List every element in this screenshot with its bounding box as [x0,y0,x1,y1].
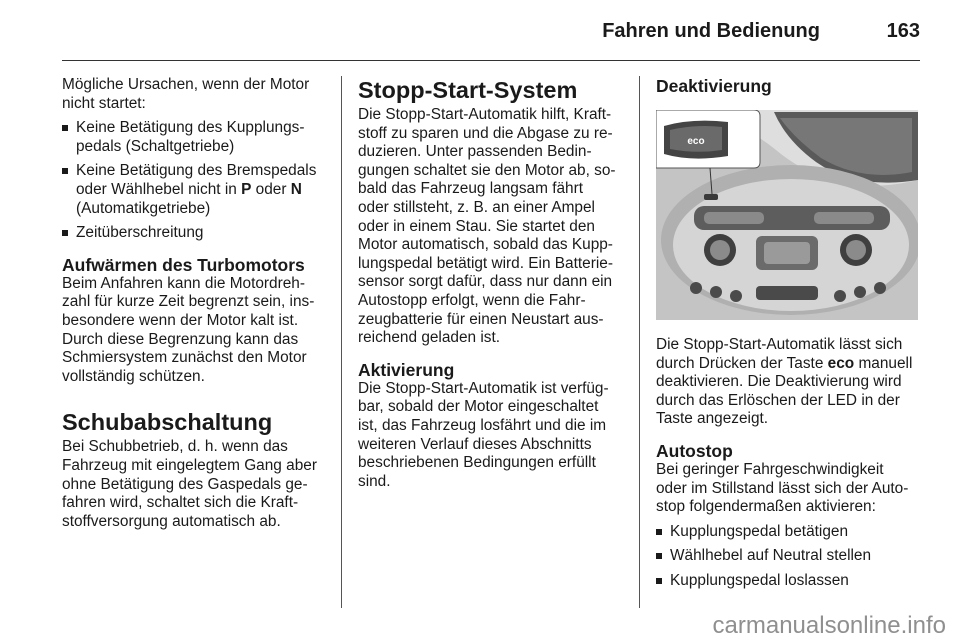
page-header-title: Fahren und Bedienung [602,20,820,42]
list-item [656,523,922,542]
bullet-icon [656,578,662,584]
stopp-start-text: Die Stopp-Start-Automatik hilft, Kraft- stoff zu sparen und die Abgase zu re- duzieren. Unter passenden Bedin- gungen schaltet sie den Motor ab, so- bald das Fahrzeug langsam fährt oder stillsteht, z. B. an einer Ampel oder in einem Stau. Sie startet den Motor automatisch, sobald das Kupp- lungspedal betätigt wird. Ein Batterie- sensor sorgt dafür, dass nur dann ein Autostopp erfolgt, wenn die Fahr- zeugbatterie für einen Neustart aus- reichend geladen ist. [358,106,616,347]
gear-p-label: P [241,180,252,198]
stopp-start-heading: Stopp-Start-System [358,77,578,103]
column-middle [358,76,624,491]
bullet-icon [62,125,68,131]
autostop-list [656,523,922,591]
column-divider [341,76,342,608]
deaktivierung-text [656,336,922,429]
list-item [656,572,922,591]
list-item-text-before: Keine Betätigung des Bremspedals oder Wählhebel nicht in [76,162,317,198]
list-item [62,162,326,218]
turbo-heading: Aufwärmen des Turbomotors [62,254,305,275]
bullet-icon [62,168,68,174]
column-divider [639,76,640,608]
bullet-icon [656,529,662,535]
list-item [62,224,326,243]
list-item-text: Kupplungspedal loslassen [670,571,849,589]
list-item-text: Keine Betätigung des Kupplungs- pedals (Schaltgetriebe) [76,119,305,155]
bullet-icon [62,230,68,236]
dashboard-figure [656,110,918,320]
dashboard-illustration [656,110,918,320]
page-header [62,0,920,61]
list-item-text-mid: oder [251,180,291,198]
aktivierung-heading: Aktivierung [358,359,455,380]
list-item-text: Zeitüberschreitung [76,224,204,242]
causes-list [62,119,326,243]
causes-intro: Mögliche Ursachen, wenn der Motor nicht startet: [62,76,310,112]
list-item-text: Wählhebel auf Neutral stellen [670,547,872,565]
deaktivierung-text-before: Die Stopp-Start-Automatik lässt sich durch Drücken der Taste [656,336,903,372]
column-right [656,76,922,597]
schub-text: Bei Schubbetrieb, d. h. wenn das Fahrzeug mit eingelegtem Gang aber ohne Betätigung des Gaspedals ge- fahren wird, schaltet sich die Kraft- stoffversorgung automatisch ab. [62,438,317,530]
page-number: 163 [886,20,920,42]
eco-button-label: eco [687,136,705,147]
gear-n-label: N [290,180,302,198]
aktivierung-text: Die Stopp-Start-Automatik ist verfüg- bar, sobald der Motor eingeschaltet ist, das Fahrzeug losfährt und die im weiteren Verlauf dieses Abschnitts beschriebenen Bedingungen erfüllt sind. [358,379,609,490]
deaktivierung-heading: Deaktivierung [656,76,772,96]
watermark: carmanualsonline.info [712,612,946,639]
turbo-text: Beim Anfahren kann die Motordreh- zahl für kurze Zeit begrenzt sein, ins- besondere wenn der Motor kalt ist. Durch diese Begrenzung kann das Schmiersystem zunächst den Motor vollständig schützen. [62,274,315,385]
autostop-heading: Autostop [656,440,733,461]
list-item [62,119,326,156]
bullet-icon [656,553,662,559]
column-left [62,76,326,531]
list-item-text: Kupplungspedal betätigen [670,522,848,540]
list-item-text-after: (Automatikgetriebe) [76,199,211,217]
deaktivierung-text-after: manuell deaktivieren. Die Deaktivierung wird durch das Erlöschen der LED in der Taste angezeigt. [656,354,913,428]
schub-heading: Schubabschaltung [62,409,273,436]
autostop-text: Bei geringer Fahrgeschwindigkeit oder im Stillstand lässt sich der Auto- stop folgendermaßen aktivieren: [656,460,909,516]
list-item [656,547,922,566]
eco-label: eco [827,354,855,372]
